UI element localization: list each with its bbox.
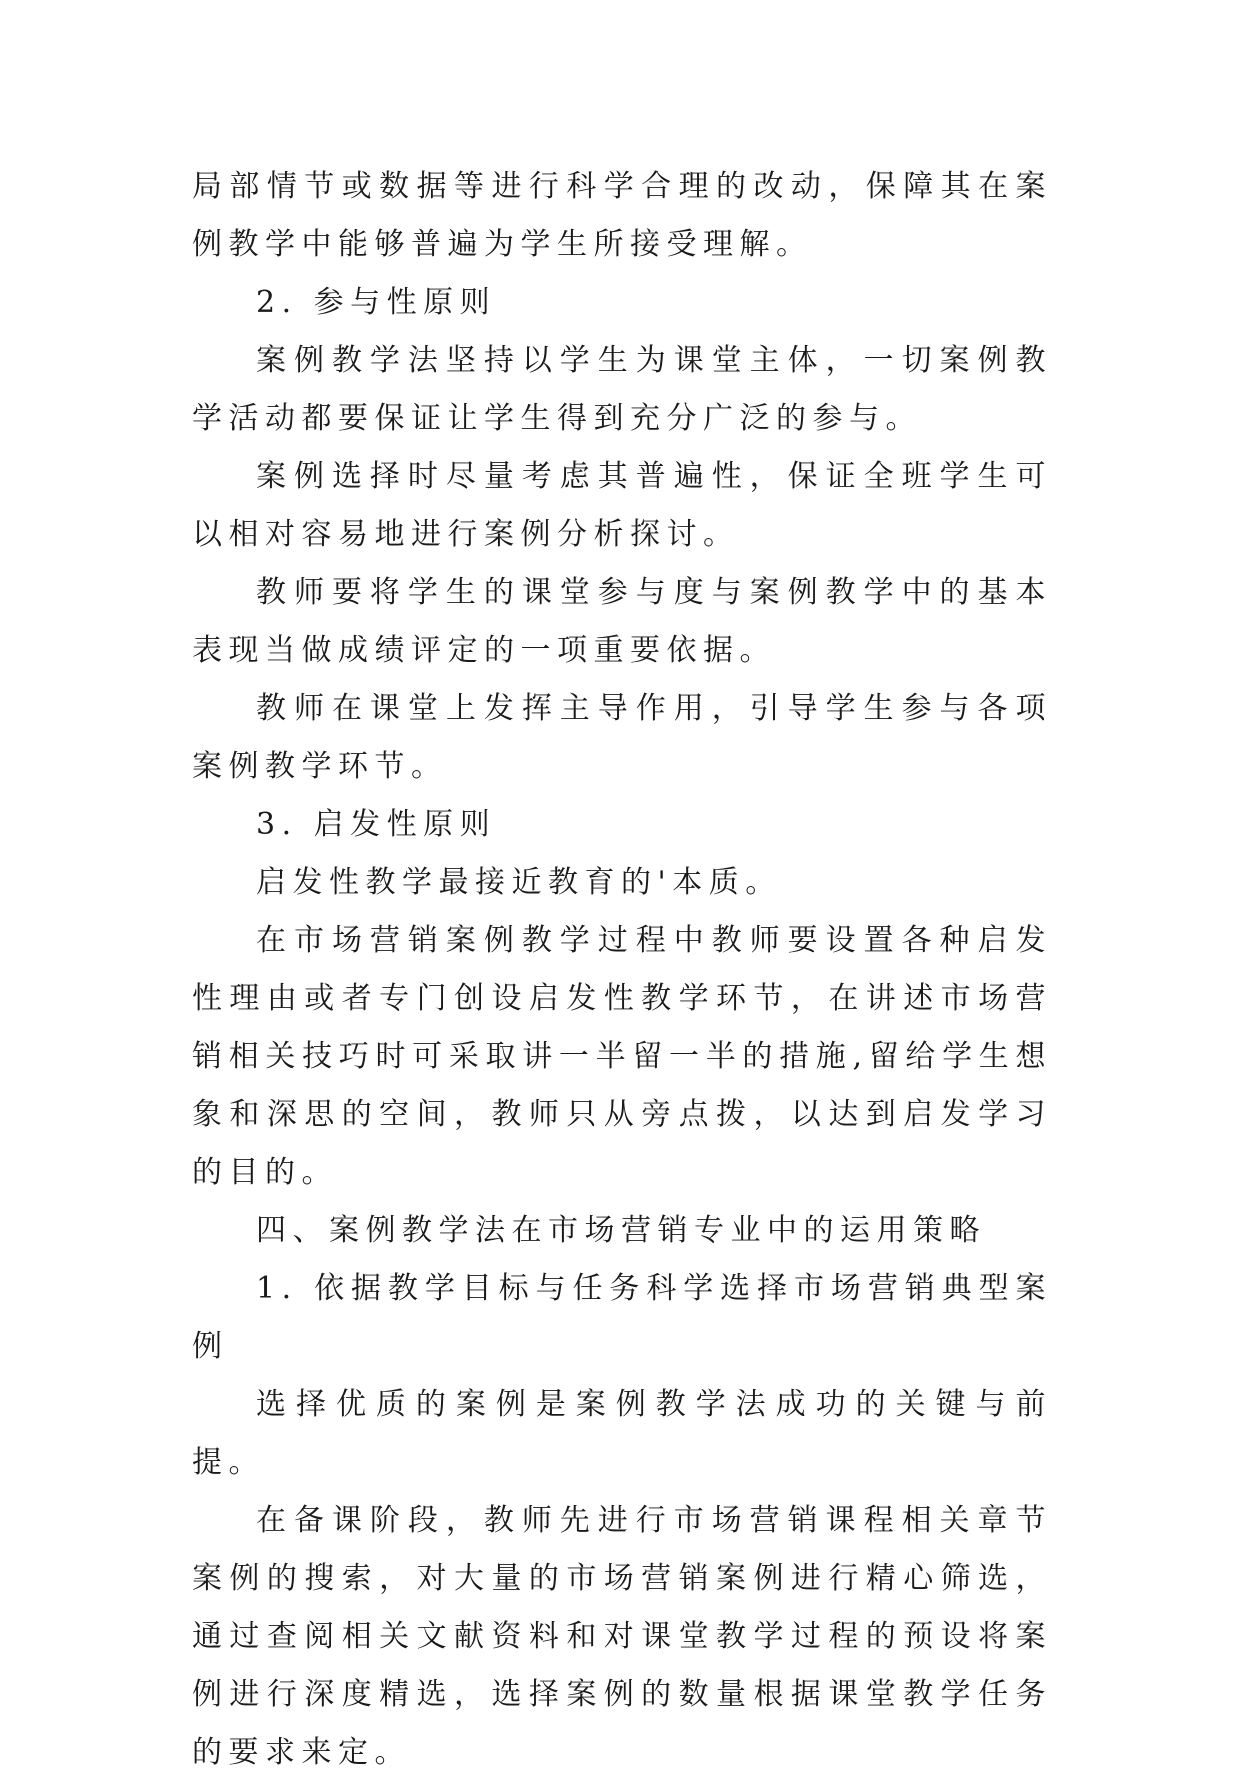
paragraph: 案例教学法坚持以学生为课堂主体，一切案例教学活动都要保证让学生得到充分广泛的参与。 <box>192 343 1052 436</box>
paragraph: 选择优质的案例是案例教学法成功的关键与前提。 <box>192 1387 1052 1480</box>
paragraph: 在备课阶段，教师先进行市场营销课程相关章节案例的搜索，对大量的市场营销案例进行精心筛选，通过查阅相关文献资料和对课堂教学过程的预设将案例进行深度精选，选择案例的数量根据课堂教学任务的要求来定。 <box>192 1503 1052 1770</box>
paragraph: 启发性教学最接近教育的'本质。 <box>256 865 782 900</box>
section-heading-heuristic: 3. 启发性原则 <box>256 807 497 842</box>
paragraph: 教师在课堂上发挥主导作用，引导学生参与各项案例教学环节。 <box>192 691 1052 784</box>
section-heading-case-selection: 1. 依据教学目标与任务科学选择市场营销典型案例 <box>192 1271 1052 1364</box>
paragraph-continuation: 局部情节或数据等进行科学合理的改动，保障其在案例教学中能够普遍为学生所接受理解。 <box>192 169 1052 262</box>
section-heading-participation: 2. 参与性原则 <box>256 285 497 320</box>
document-body <box>192 158 1052 1782</box>
paragraph: 教师要将学生的课堂参与度与案例教学中的基本表现当做成绩评定的一项重要依据。 <box>192 575 1052 668</box>
paragraph: 在市场营销案例教学过程中教师要设置各种启发性理由或者专门创设启发性教学环节，在讲述市场营销相关技巧时可采取讲一半留一半的措施,留给学生想象和深思的空间，教师只从旁点拨，以达到启发学习的目的。 <box>192 923 1052 1190</box>
chapter-heading-strategies: 四、案例教学法在市场营销专业中的运用策略 <box>256 1213 986 1248</box>
paragraph: 案例选择时尽量考虑其普遍性，保证全班学生可以相对容易地进行案例分析探讨。 <box>192 459 1052 552</box>
